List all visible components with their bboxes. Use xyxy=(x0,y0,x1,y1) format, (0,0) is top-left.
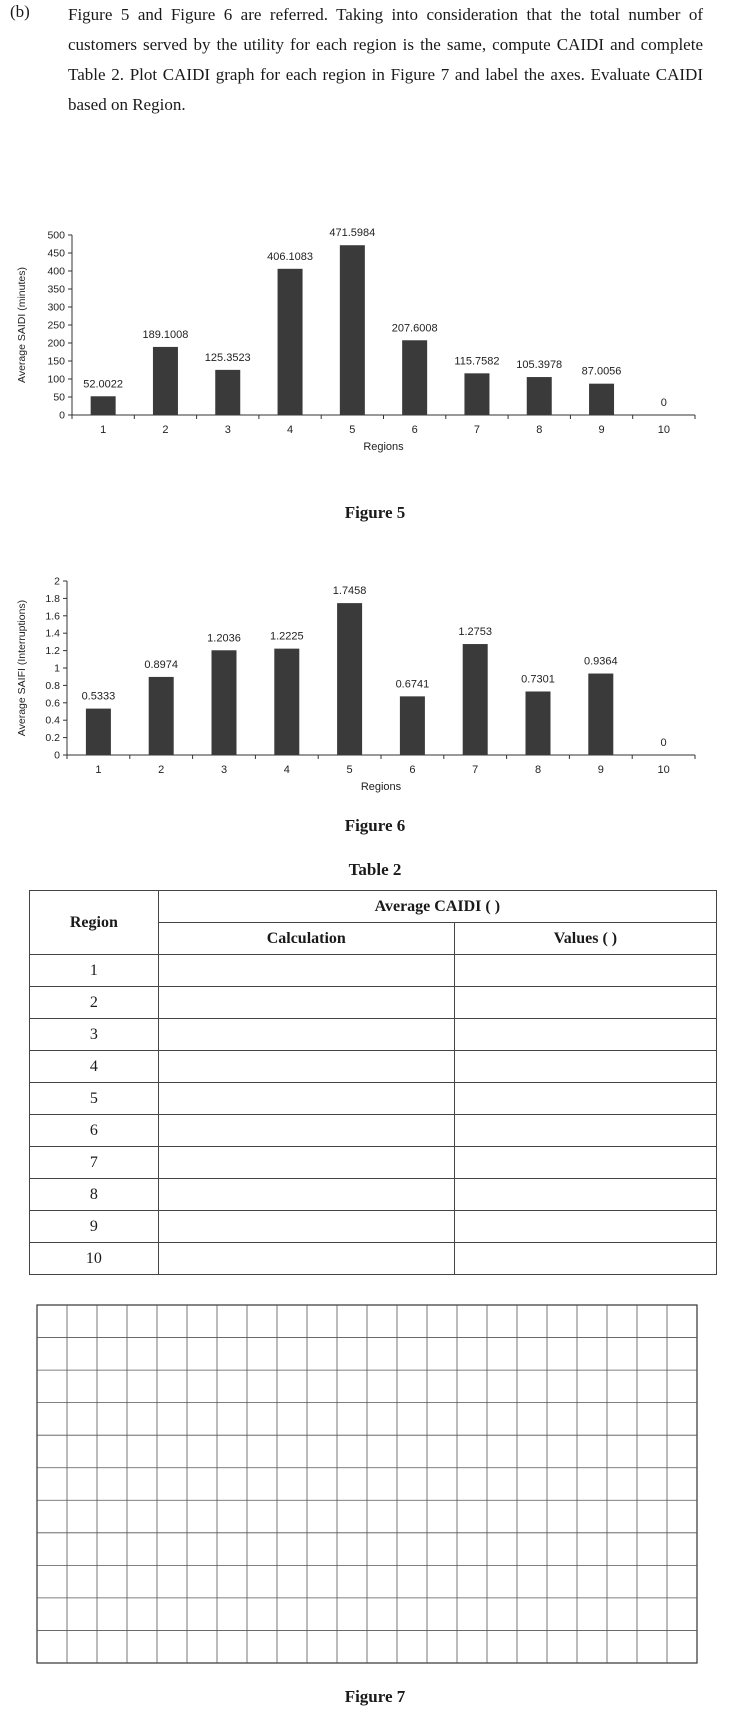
x-tick-label: 2 xyxy=(162,424,169,436)
data-label: 0 xyxy=(660,397,667,409)
y-tick-label: 0 xyxy=(54,749,60,762)
table2-title: Table 2 xyxy=(348,860,402,879)
bar xyxy=(402,340,427,415)
region-cell: 6 xyxy=(30,1115,159,1147)
x-tick-label: 6 xyxy=(411,424,418,436)
table-row xyxy=(30,1179,717,1211)
table-row xyxy=(30,1019,717,1051)
value-cell[interactable] xyxy=(454,1147,716,1179)
calculation-cell[interactable] xyxy=(158,1083,454,1115)
x-tick-label: 8 xyxy=(534,764,542,776)
y-tick-label: 1.4 xyxy=(45,627,60,640)
x-tick-label: 4 xyxy=(283,764,290,776)
region-cell: 2 xyxy=(30,987,159,1019)
data-label: 1.2225 xyxy=(269,630,304,643)
x-tick-label: 1 xyxy=(100,424,107,436)
y-tick-label: 250 xyxy=(47,319,65,332)
data-label: 0.6741 xyxy=(395,678,430,691)
x-tick-label: 3 xyxy=(224,424,231,436)
y-tick-label: 0.4 xyxy=(45,714,60,727)
data-label: 0.7301 xyxy=(521,673,555,686)
value-cell[interactable] xyxy=(454,1179,716,1211)
value-cell[interactable] xyxy=(454,1115,716,1147)
figure6-chart xyxy=(0,570,750,810)
x-tick-label: 7 xyxy=(473,424,481,436)
x-axis-label: Regions xyxy=(363,441,404,453)
calculation-cell[interactable] xyxy=(158,955,454,987)
bar xyxy=(588,674,613,755)
data-label: 125.3523 xyxy=(204,351,251,364)
bar xyxy=(527,377,552,415)
bar xyxy=(278,269,303,415)
bar xyxy=(526,691,551,755)
region-cell: 8 xyxy=(30,1179,159,1211)
bar xyxy=(589,384,614,415)
x-tick-label: 6 xyxy=(409,764,416,776)
y-tick-label: 1.8 xyxy=(45,592,60,605)
data-label: 207.6008 xyxy=(391,322,438,335)
bar xyxy=(274,649,299,755)
bar xyxy=(149,677,174,755)
table-row xyxy=(30,987,717,1019)
data-label: 1.7458 xyxy=(332,585,367,598)
y-tick-label: 400 xyxy=(47,265,65,278)
y-tick-label: 50 xyxy=(53,391,65,404)
y-tick-label: 0.2 xyxy=(45,732,60,745)
x-tick-label: 8 xyxy=(536,424,543,436)
region-cell: 7 xyxy=(30,1147,159,1179)
x-tick-label: 7 xyxy=(472,764,479,776)
y-tick-label: 200 xyxy=(47,337,65,350)
figure7-graph-paper xyxy=(35,1303,699,1665)
y-tick-label: 1.6 xyxy=(45,610,60,623)
y-tick-label: 350 xyxy=(47,283,65,296)
region-cell: 4 xyxy=(30,1051,159,1083)
table2 xyxy=(29,890,717,1275)
data-label: 1.2036 xyxy=(207,632,241,645)
header-calculation: Calculation xyxy=(158,923,454,955)
data-label: 406.1083 xyxy=(267,250,313,263)
value-cell[interactable] xyxy=(454,1019,716,1051)
region-cell: 9 xyxy=(30,1211,159,1243)
y-tick-label: 0.6 xyxy=(45,697,60,710)
calculation-cell[interactable] xyxy=(158,987,454,1019)
bar xyxy=(463,644,488,755)
x-tick-label: 5 xyxy=(346,764,353,776)
x-tick-label: 9 xyxy=(597,764,604,776)
calculation-cell[interactable] xyxy=(158,1115,454,1147)
table-row xyxy=(30,1211,717,1243)
bar xyxy=(91,396,116,415)
data-label: 87.0056 xyxy=(581,365,622,378)
calculation-cell[interactable] xyxy=(158,1211,454,1243)
calculation-cell[interactable] xyxy=(158,1019,454,1051)
data-label: 52.0022 xyxy=(83,378,124,391)
region-cell: 1 xyxy=(30,955,159,987)
data-label: 0.5333 xyxy=(81,690,116,703)
value-cell[interactable] xyxy=(454,955,716,987)
value-cell[interactable] xyxy=(454,1211,716,1243)
figure6-caption: Figure 6 xyxy=(344,816,406,835)
calculation-cell[interactable] xyxy=(158,1243,454,1275)
bar xyxy=(464,373,489,415)
x-tick-label: 10 xyxy=(657,424,670,436)
y-tick-label: 1.2 xyxy=(45,645,60,658)
table-row xyxy=(30,1147,717,1179)
x-tick-label: 2 xyxy=(158,764,165,776)
calculation-cell[interactable] xyxy=(158,1147,454,1179)
y-tick-label: 150 xyxy=(47,355,65,368)
header-average-caidi: Average CAIDI ( ) xyxy=(158,891,716,923)
figure5-chart xyxy=(0,215,750,465)
calculation-cell[interactable] xyxy=(158,1051,454,1083)
value-cell[interactable] xyxy=(454,1083,716,1115)
data-label: 105.3978 xyxy=(516,359,563,372)
bar xyxy=(86,709,111,755)
x-tick-label: 10 xyxy=(657,764,670,776)
y-tick-label: 2 xyxy=(54,575,60,588)
x-tick-label: 4 xyxy=(286,424,294,436)
region-cell: 5 xyxy=(30,1083,159,1115)
value-cell[interactable] xyxy=(454,987,716,1019)
table-row xyxy=(30,1083,717,1115)
region-cell: 10 xyxy=(30,1243,159,1275)
y-tick-label: 300 xyxy=(47,301,65,314)
figure7-caption: Figure 7 xyxy=(344,1687,406,1706)
header-region: Region xyxy=(30,891,159,955)
data-label: 189.1008 xyxy=(142,328,189,341)
data-label: 1.2753 xyxy=(458,626,493,639)
region-cell: 3 xyxy=(30,1019,159,1051)
bar xyxy=(337,603,362,755)
data-label: 0 xyxy=(660,737,667,749)
value-cell[interactable] xyxy=(454,1243,716,1275)
table-row xyxy=(30,1115,717,1147)
x-tick-label: 1 xyxy=(95,764,102,776)
table-row xyxy=(30,1051,717,1083)
value-cell[interactable] xyxy=(454,1051,716,1083)
table-row xyxy=(30,955,717,987)
bar xyxy=(212,650,237,755)
question-label: (b) xyxy=(10,2,30,21)
data-label: 115.7582 xyxy=(454,355,500,368)
y-tick-label: 1 xyxy=(54,662,60,675)
bar xyxy=(215,370,240,415)
table-row xyxy=(30,1243,717,1275)
data-label: 0.9364 xyxy=(583,655,618,668)
x-tick-label: 3 xyxy=(220,764,228,776)
x-axis-label: Regions xyxy=(360,781,402,793)
question-text: Figure 5 and Figure 6 are referred. Taking into consideration that the total number of customers served by the utility for each region is the same, compute CAIDI and complete Table 2. Plot CAIDI graph for each region in Figure 7 and label the axes. Evaluate CAIDI based on Region. xyxy=(68,5,703,114)
y-tick-label: 0.8 xyxy=(45,679,60,692)
bar xyxy=(153,347,178,415)
data-label: 0.8974 xyxy=(144,658,179,671)
calculation-cell[interactable] xyxy=(158,1179,454,1211)
bar xyxy=(340,245,365,415)
figure5-caption: Figure 5 xyxy=(344,503,406,522)
bar xyxy=(400,696,425,755)
x-tick-label: 5 xyxy=(349,424,356,436)
x-tick-label: 9 xyxy=(598,424,605,436)
y-axis-label: Average SAIFI (Interruptions) xyxy=(16,599,28,737)
y-tick-label: 450 xyxy=(47,247,65,260)
y-tick-label: 500 xyxy=(47,229,65,242)
y-axis-label: Average SAIDI (minutes) xyxy=(16,267,28,383)
y-tick-label: 100 xyxy=(47,373,65,386)
data-label: 471.5984 xyxy=(329,227,376,240)
header-values: Values ( ) xyxy=(454,923,716,955)
y-tick-label: 0 xyxy=(59,409,65,422)
